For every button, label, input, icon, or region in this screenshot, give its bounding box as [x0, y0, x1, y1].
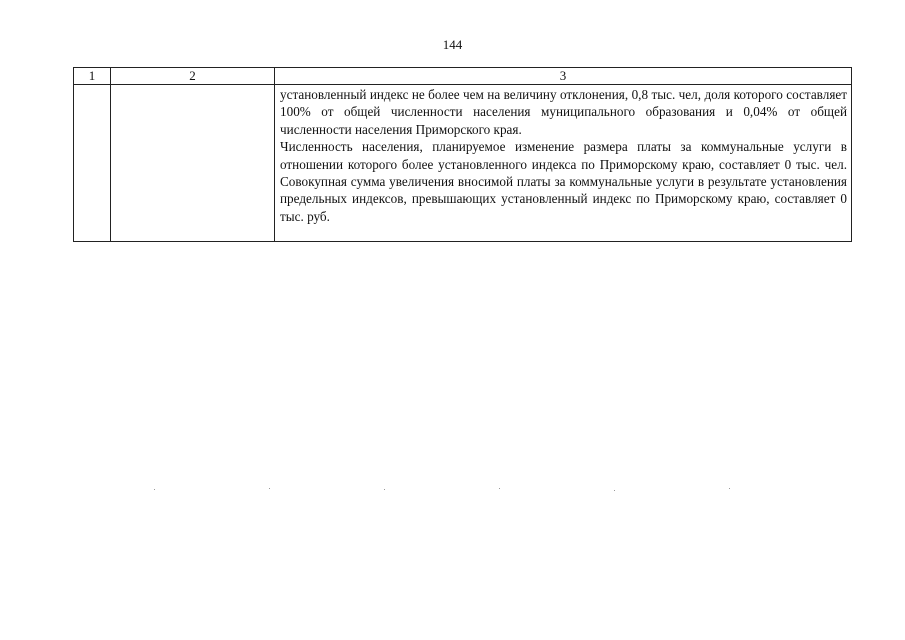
scan-speck: [384, 489, 385, 490]
paragraph-1: установленный индекс не более чем на величину отклонения, 0,8 тыс. чел, доля которого составляет 100% от общей численности населения муниципального образования и 0,04% от общей численности населения Приморского края.: [280, 87, 847, 137]
page-number: 144: [442, 37, 463, 52]
document-table: [73, 67, 852, 242]
scan-speck: [154, 489, 155, 490]
cell-text-block: [275, 85, 851, 225]
scan-speck: [729, 488, 730, 489]
scan-specks: [0, 488, 905, 492]
column-header-2: 2: [111, 68, 275, 85]
table-row: [74, 85, 852, 242]
column-header-1: 1: [74, 68, 111, 85]
scan-speck: [614, 490, 615, 491]
paragraph-2: Численность населения, планируемое изменение размера платы за коммунальные услуги в отношении которого более установленного индекса по Приморскому краю, составляет 0 тыс. чел. Совокупная сумма увеличения вносимой платы за коммунальные услуги в результате установления предельных индексов, превышающих установленный индекс по Приморскому краю, составляет 0 тыс. руб.: [280, 139, 847, 224]
table-cell-col2: [111, 85, 275, 242]
table-cell-col3: [275, 85, 852, 242]
table-header-row: [74, 68, 852, 85]
scan-speck: [269, 488, 270, 489]
table-cell-col1: [74, 85, 111, 242]
column-header-3: 3: [275, 68, 852, 85]
scan-speck: [499, 488, 500, 489]
